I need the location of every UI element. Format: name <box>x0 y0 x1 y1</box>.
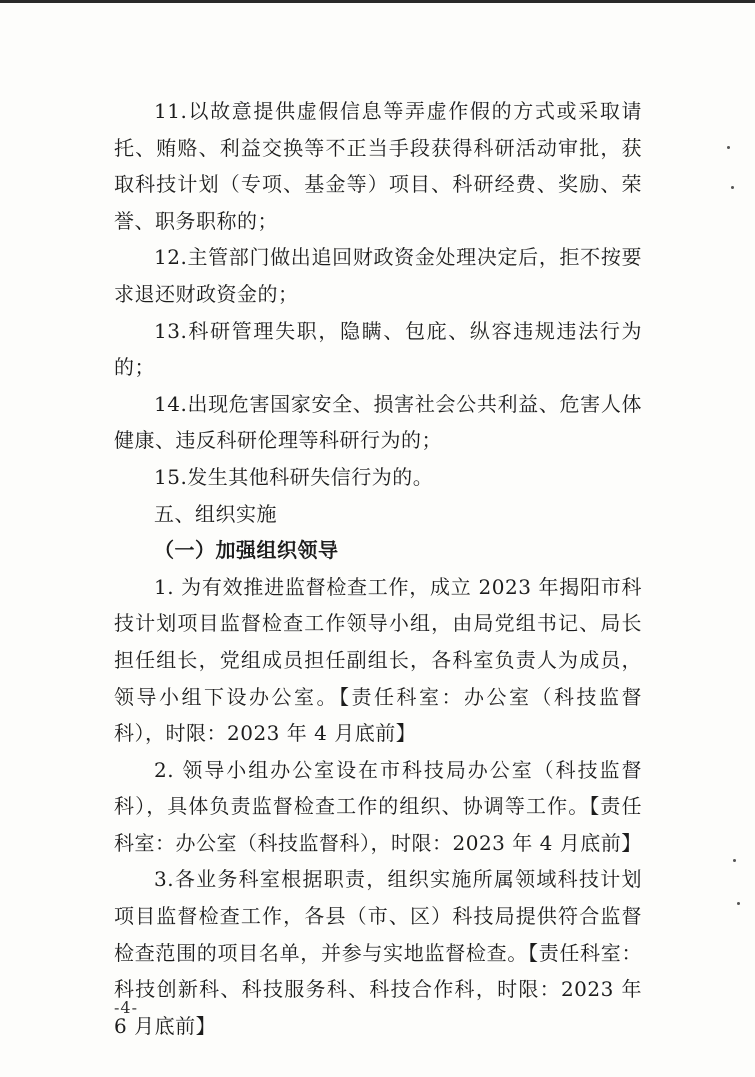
subsection-heading: （一）加强组织领导 <box>154 538 339 563</box>
scan-speck <box>731 186 734 189</box>
clause-14: 14.出现危害国家安全、损害社会公共利益、危害人体健康、违反科研伦理等科研行为的； <box>114 391 642 453</box>
section-heading: 五、组织实施 <box>154 501 277 526</box>
scan-top-edge <box>0 0 755 3</box>
item-3: 3.各业务科室根据职责，组织实施所属领域科技计划项目监督检查工作，各县（市、区）科技局提供符合监督检查范围的项目名单，并参与实地监督检查。【责任科室：科技创新科、科技服务科、科技合作科，时限：2023 年 6 月底前】 <box>114 867 642 1038</box>
page-number: -4- <box>114 998 138 1017</box>
document-body <box>114 93 642 1044</box>
scan-speck <box>737 902 740 905</box>
item-1: 1. 为有效推进监督检查工作，成立 2023 年揭阳市科技计划项目监督检查工作领导小组，由局党组书记、局长担任组长，党组成员担任副组长，各科室负责人为成员，领导小组下设办公室。【责任科室：办公室（科技监督科），时限：2023 年 4 月底前】 <box>114 574 642 746</box>
clause-13: 13.科研管理失职，隐瞒、包庇、纵容违规违法行为的； <box>114 318 642 380</box>
clause-12: 12.主管部门做出追回财政资金处理决定后，拒不按要求退还财政资金的； <box>114 245 642 306</box>
scan-speck <box>733 859 736 862</box>
clause-11: 11.以故意提供虚假信息等弄虚作假的方式或采取请托、贿赂、利益交换等不正当手段获得科研活动审批，获取科技计划（专项、基金等）项目、科研经费、奖励、荣誉、职务职称的； <box>114 99 642 233</box>
clause-15: 15.发生其他科研失信行为的。 <box>154 464 434 489</box>
scan-speck <box>727 146 730 149</box>
item-2: 2. 领导小组办公室设在市科技局办公室（科技监督科），具体负责监督检查工作的组织、协调等工作。【责任科室：办公室（科技监督科），时限：2023 年 4 月底前】 <box>114 757 642 855</box>
